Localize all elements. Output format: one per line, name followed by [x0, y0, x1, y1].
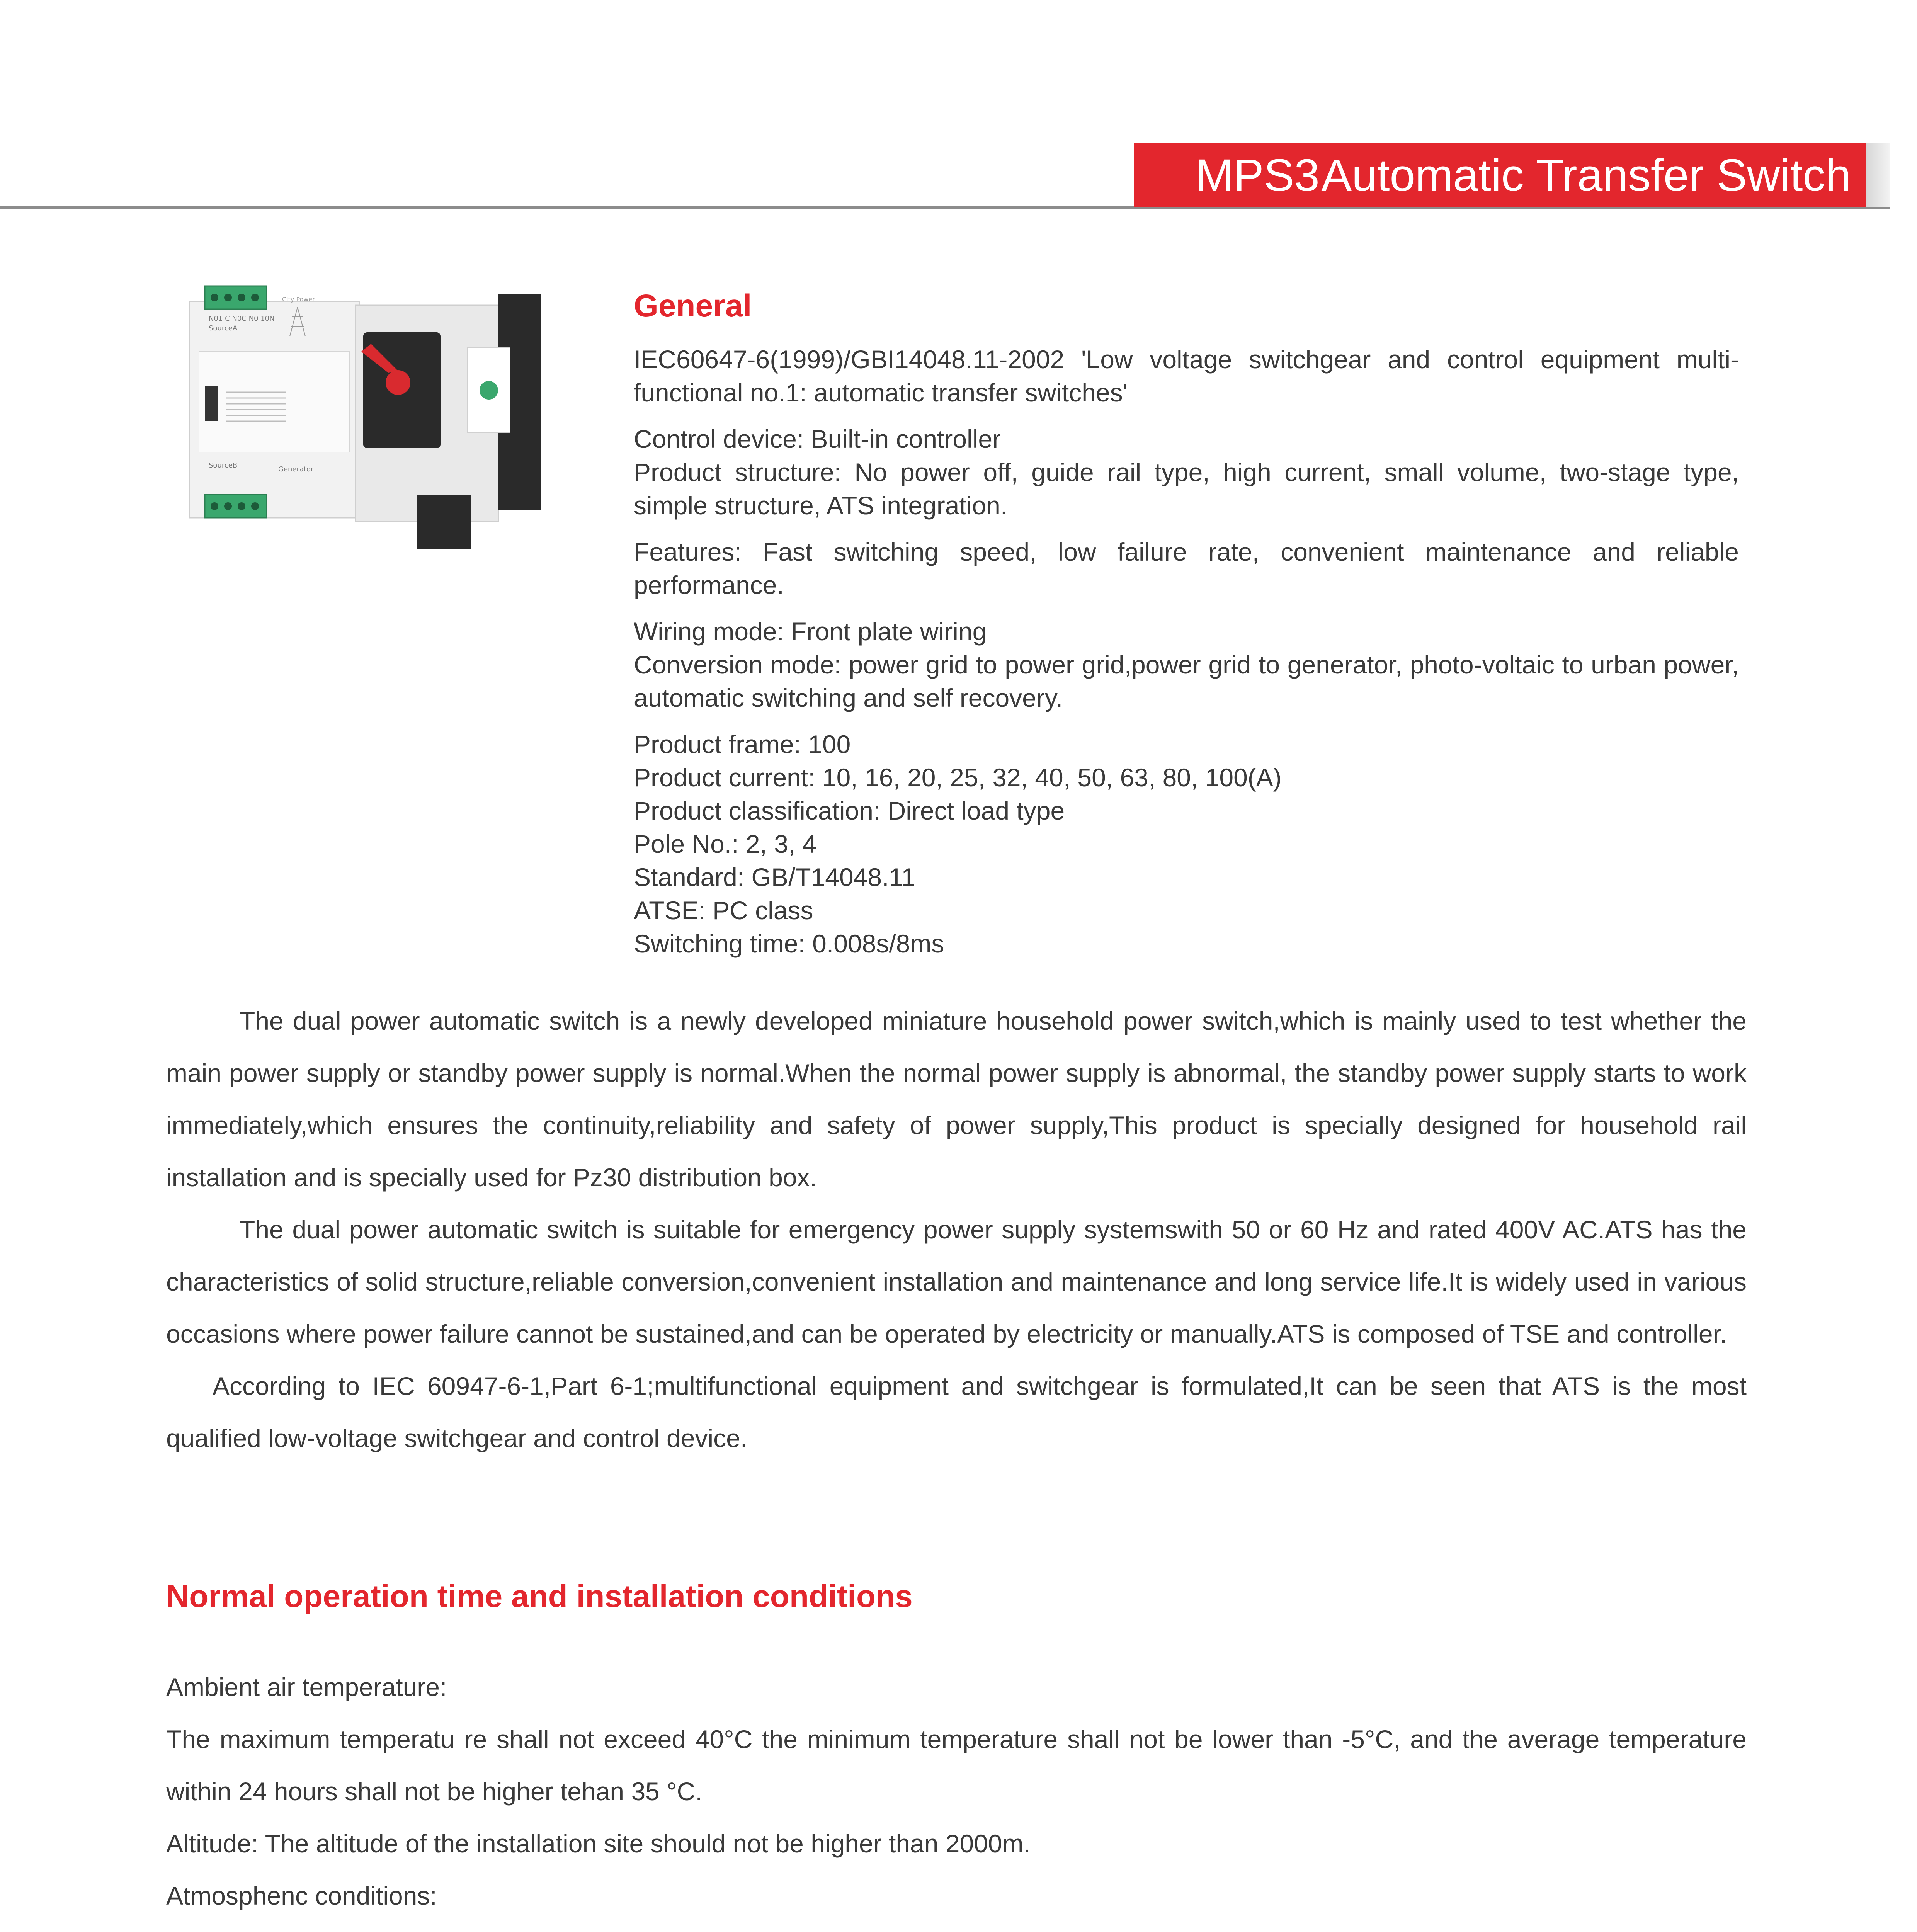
product-classification: Product classification: Direct load type: [634, 796, 1065, 825]
product-structure: Product structure: No power off, guide rail type, high current, small volume, two-stage type, simple structure, ATS integration.: [634, 458, 1739, 520]
general-standard-line: IEC60647-6(1999)/GBI14048.11-2002 'Low voltage switchgear and control equipment multi-functional no.1: automatic transfer switches': [634, 345, 1739, 407]
switching-time: Switching time: 0.008s/8ms: [634, 929, 944, 958]
page-title: Automatic Transfer Switch: [1321, 150, 1851, 201]
altitude-text: Altitude: The altitude of the installation site should not be higher than 2000m.: [166, 1829, 1031, 1858]
front-panel: [199, 352, 350, 452]
pole-number: Pole No.: 2, 3, 4: [634, 830, 817, 858]
selector-switch: [205, 386, 218, 421]
generator-label: Generator: [278, 465, 314, 473]
general-section: [634, 288, 1739, 960]
control-device: Control device: Built-in controller: [634, 425, 1001, 453]
header-bar-shadow: [1866, 143, 1890, 207]
atse-class: ATSE: PC class: [634, 896, 813, 925]
intro-paragraph-2: The dual power automatic switch is suitable for emergency power supply systemswith 50 or 60 Hz and rated 400V AC.ATS has the characteristics of solid structure,reliable conversion,convenient installation and maintenance and long service life.It is widely used in various occasions where power failure cannot be sustained,and can be operated by electricity or manually.ATS is composed of TSE and controller.: [166, 1215, 1747, 1348]
conditions-heading: Normal operation time and installation conditions: [166, 1579, 913, 1614]
intro-paragraph-3: According to IEC 60947-6-1,Part 6-1;multifunctional equipment and switchgear is formulated,It can be seen that ATS is the most qualified low-voltage switchgear and control device.: [166, 1372, 1747, 1452]
brand-logo-icon: [480, 381, 498, 400]
atmosphere-label: Atmosphenc conditions:: [166, 1881, 437, 1910]
atmosphere-text: [166, 1922, 1747, 1932]
product-image: [182, 278, 553, 568]
conditions-section: [166, 1578, 1747, 1932]
product-current: Product current: 10, 16, 20, 25, 32, 40, 50, 63, 80, 100(A): [634, 763, 1282, 792]
general-heading: General: [634, 288, 752, 323]
model-name: MPS3: [1195, 150, 1320, 201]
bottom-handle-block: [417, 495, 471, 549]
intro-section: [166, 995, 1747, 1464]
top-terminal-label: N01 C N0C N0 10N: [209, 315, 275, 323]
features: Features: Fast switching speed, low failure rate, convenient maintenance and reliable performance.: [634, 537, 1739, 599]
standard: Standard: GB/T14048.11: [634, 863, 915, 891]
product-frame: Product frame: 100: [634, 730, 851, 759]
ambient-text: The maximum temperatu re shall not exceed 40°C the minimum temperature shall not be lower than -5°C, and the average temperature within 24 hours shall not be higher tehan 35 °C.: [166, 1725, 1747, 1806]
conversion-mode: Conversion mode: power grid to power grid,power grid to generator, photo-voltaic to urban power, automatic switching and self recovery.: [634, 650, 1739, 712]
city-power-label: City Power: [282, 296, 315, 303]
wiring-mode: Wiring mode: Front plate wiring: [634, 617, 987, 646]
intro-paragraph-1: The dual power automatic switch is a newly developed miniature household power switch,which is mainly used to test whether the main power supply or standby power supply is normal.When the normal power supply is abnormal, the standby power supply starts to work immediately,which ensures the continuity,reliability and safety of power supply,This product is specially designed for household rail installation and is specially used for Pz30 distribution box.: [166, 1007, 1747, 1192]
source-a-label: SourceA: [209, 324, 238, 332]
header-title-bar: [1134, 143, 1866, 207]
ambient-label: Ambient air temperature:: [166, 1673, 447, 1701]
source-b-label: SourceB: [209, 461, 238, 469]
